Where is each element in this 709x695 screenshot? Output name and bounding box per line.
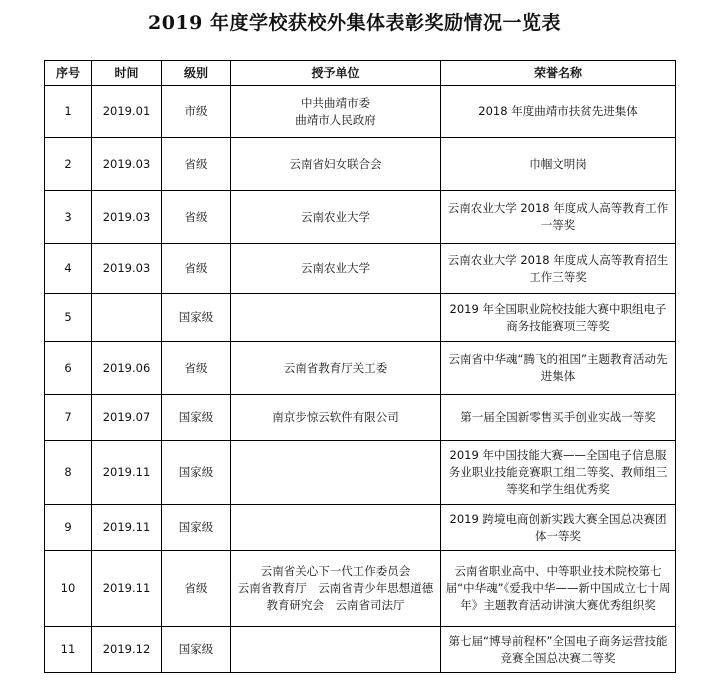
cell-level: 国家级 [162,294,231,342]
page-title: 2019 年度学校获校外集体表彰奖励情况一览表 [148,12,561,34]
cell-honor: 云南省中华魂“腾飞的祖国”主题教育活动先进集体 [441,342,676,395]
table-row [45,86,676,138]
cell-unit: 中共曲靖市委 曲靖市人民政府 [231,86,441,138]
table-row [45,551,676,627]
cell-unit [231,505,441,551]
cell-index: 2 [45,138,92,191]
cell-time: 2019.01 [92,86,162,138]
cell-level: 市级 [162,86,231,138]
cell-index: 3 [45,191,92,244]
cell-time: 2019.07 [92,395,162,441]
cell-unit [231,627,441,673]
cell-time [92,294,162,342]
cell-index: 11 [45,627,92,673]
table-row [45,505,676,551]
cell-unit: 云南省教育厅关工委 [231,342,441,395]
header-level: 级别 [162,61,231,86]
cell-time: 2019.11 [92,551,162,627]
cell-index: 7 [45,395,92,441]
cell-honor: 2019 年中国技能大赛——全国电子信息服务业职业技能竞赛职工组二等奖、教师组三等奖和学生组优秀奖 [441,441,676,505]
awards-table [44,60,676,673]
table-row [45,627,676,673]
cell-index: 10 [45,551,92,627]
cell-index: 9 [45,505,92,551]
cell-unit: 云南省关心下一代工作委员会 云南省教育厅 云南省青少年思想道德教育研究会 云南省司法厅 [231,551,441,627]
header-row [45,61,676,86]
cell-honor: 第七届“博导前程杯”全国电子商务运营技能竞赛全国总决赛二等奖 [441,627,676,673]
cell-time: 2019.06 [92,342,162,395]
header-unit: 授予单位 [231,61,441,86]
cell-honor: 第一届全国新零售买手创业实战一等奖 [441,395,676,441]
cell-index: 8 [45,441,92,505]
header-index: 序号 [45,61,92,86]
cell-unit: 云南农业大学 [231,244,441,294]
cell-time: 2019.12 [92,627,162,673]
cell-index: 5 [45,294,92,342]
cell-time: 2019.03 [92,138,162,191]
table-row [45,395,676,441]
header-time: 时间 [92,61,162,86]
cell-honor: 2019 年全国职业院校技能大赛中职组电子商务技能赛项三等奖 [441,294,676,342]
cell-level: 省级 [162,138,231,191]
cell-honor: 云南省职业高中、中等职业技术院校第七届“中华魂”《爱我中华——新中国成立七十周年》主题教育活动讲演大赛优秀组织奖 [441,551,676,627]
cell-honor: 云南农业大学 2018 年度成人高等教育工作一等奖 [441,191,676,244]
cell-level: 国家级 [162,505,231,551]
cell-unit: 南京步惊云软件有限公司 [231,395,441,441]
cell-honor: 巾帼文明岗 [441,138,676,191]
cell-time: 2019.11 [92,505,162,551]
cell-time: 2019.11 [92,441,162,505]
table-row [45,244,676,294]
cell-honor: 2019 跨境电商创新实践大赛全国总决赛团体一等奖 [441,505,676,551]
cell-unit [231,441,441,505]
cell-honor: 云南农业大学 2018 年度成人高等教育招生工作三等奖 [441,244,676,294]
cell-level: 省级 [162,244,231,294]
table-row [45,191,676,244]
table-row [45,138,676,191]
cell-index: 6 [45,342,92,395]
header-honor: 荣誉名称 [441,61,676,86]
cell-level: 国家级 [162,627,231,673]
table-row [45,294,676,342]
table-row [45,441,676,505]
cell-level: 国家级 [162,395,231,441]
cell-unit [231,294,441,342]
cell-unit: 云南省妇女联合会 [231,138,441,191]
cell-time: 2019.03 [92,244,162,294]
cell-unit: 云南农业大学 [231,191,441,244]
cell-level: 省级 [162,551,231,627]
table-row [45,342,676,395]
cell-index: 1 [45,86,92,138]
cell-index: 4 [45,244,92,294]
cell-time: 2019.03 [92,191,162,244]
cell-honor: 2018 年度曲靖市扶贫先进集体 [441,86,676,138]
cell-level: 省级 [162,191,231,244]
cell-level: 省级 [162,342,231,395]
cell-level: 国家级 [162,441,231,505]
